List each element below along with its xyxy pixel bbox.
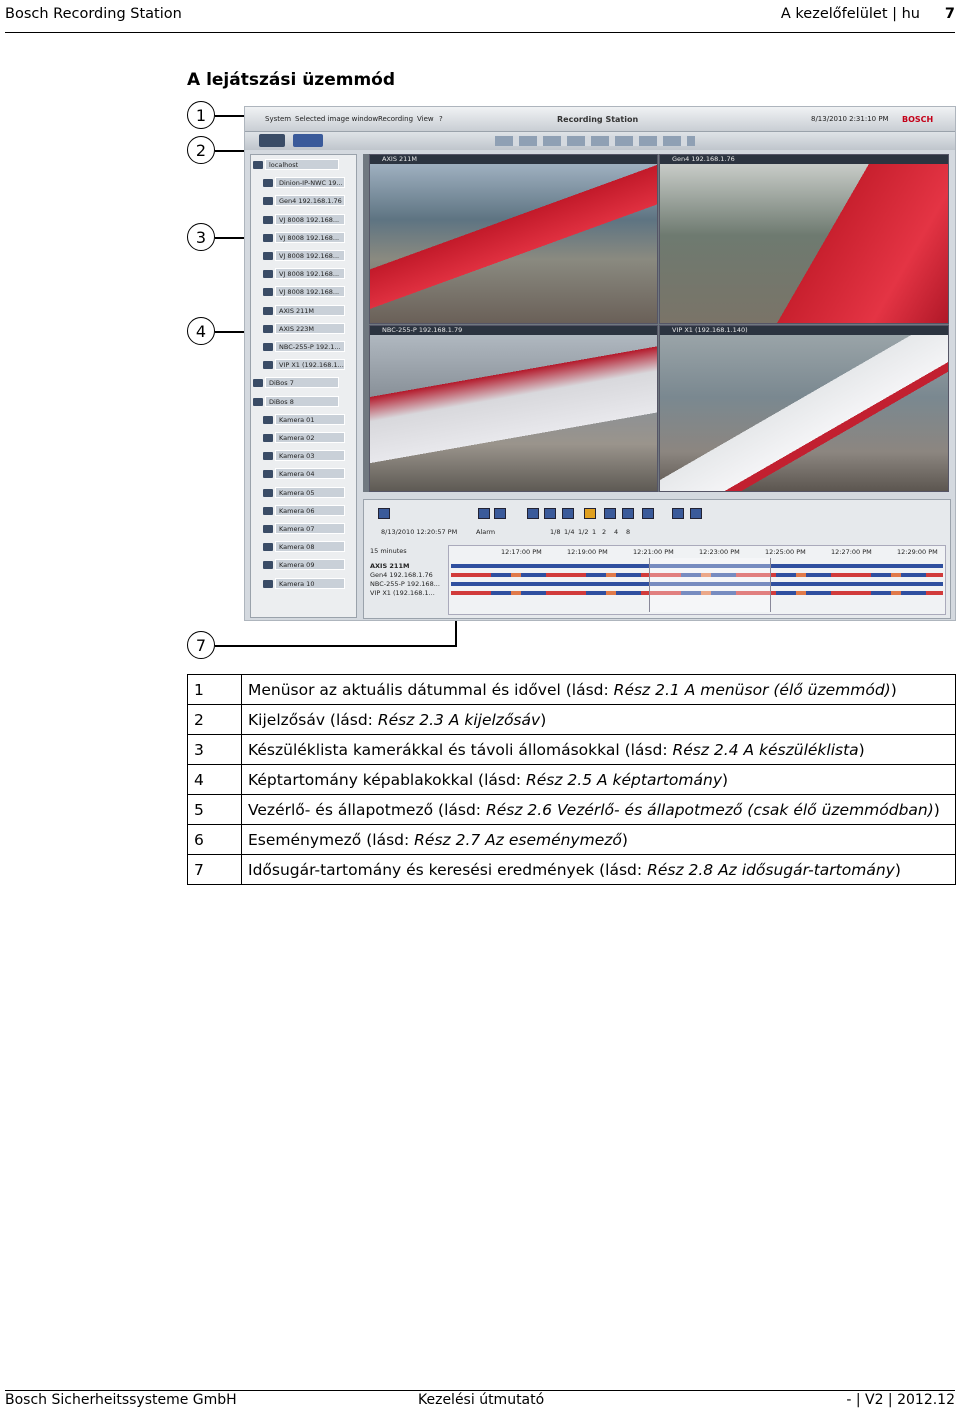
timeline-tick: 12:23:00 PM <box>699 548 740 556</box>
callout-4: 4 <box>187 317 215 345</box>
track-label-2: Gen4 192.168.1.76 <box>370 571 433 579</box>
device-list-item[interactable]: Kamera 06 <box>275 505 345 516</box>
camera-icon <box>263 452 273 460</box>
prev-icon[interactable] <box>478 508 490 519</box>
camera-icon <box>263 288 273 296</box>
station-icon <box>253 398 263 406</box>
legend-text-end: ) <box>894 860 901 879</box>
layout-buttons[interactable] <box>495 136 695 146</box>
camera-icon <box>263 416 273 424</box>
device-list-item[interactable]: Kamera 08 <box>275 541 345 552</box>
image-pane-4[interactable] <box>659 325 949 492</box>
legend-text-end: ) <box>933 800 940 819</box>
device-list-item[interactable]: AXIS 211M <box>275 305 345 316</box>
zoom-select[interactable]: 15 minutes <box>370 547 407 555</box>
pane-title: VIP X1 (192.168.1.140) <box>660 326 948 335</box>
camera-icon <box>263 543 273 551</box>
page-number: 7 <box>944 6 955 22</box>
camera-icon <box>263 361 273 369</box>
device-list-item[interactable]: DiBos 8 <box>265 396 339 407</box>
playback-mode-icon[interactable] <box>293 134 323 147</box>
legend-reference-link[interactable]: Rész 2.3 A kijelzősáv <box>377 710 541 729</box>
speed-1-8[interactable]: 1/8 <box>550 528 561 536</box>
menu-view[interactable]: View <box>417 115 434 123</box>
camera-icon <box>263 197 273 205</box>
legend-text-end: ) <box>621 830 628 849</box>
menu-recording[interactable]: Recording <box>378 115 414 123</box>
timeline-tick: 12:21:00 PM <box>633 548 674 556</box>
callout-1: 1 <box>187 101 215 129</box>
speed-8[interactable]: 8 <box>626 528 631 536</box>
step-forward-icon[interactable] <box>604 508 616 519</box>
legend-text: Idősugár-tartomány és keresési eredmények (lásd: <box>248 860 648 879</box>
camera-image <box>660 164 948 323</box>
menu-selected-image-window[interactable]: Selected image window <box>295 115 379 123</box>
pane-title: AXIS 211M <box>370 155 657 164</box>
legend-row <box>188 675 956 705</box>
skip-back-icon[interactable] <box>378 508 390 519</box>
legend-text: Vezérlő- és állapotmező (lásd: <box>248 800 486 819</box>
station-icon <box>253 379 263 387</box>
search-icon[interactable] <box>672 508 684 519</box>
legend-number: 5 <box>188 795 242 825</box>
legend-number: 2 <box>188 705 242 735</box>
device-list-item[interactable]: Kamera 03 <box>275 450 345 461</box>
callout-7: 7 <box>187 631 215 659</box>
live-mode-icon[interactable] <box>259 134 285 147</box>
legend-text-end: ) <box>890 680 897 699</box>
legend-reference-link[interactable]: Rész 2.4 A készüléklista <box>672 740 859 759</box>
device-list-item[interactable]: VIP X1 (192.168.1... <box>275 359 345 370</box>
timeline-selection[interactable] <box>649 558 771 612</box>
device-list-item[interactable]: Dinion-IP-NWC 19... <box>275 177 345 188</box>
legend-reference-link[interactable]: Rész 2.5 A képtartomány <box>525 770 722 789</box>
menu-bar <box>245 107 955 132</box>
timeline[interactable] <box>448 545 946 615</box>
playback-controls <box>363 499 951 619</box>
device-list <box>250 154 357 618</box>
track-label-1: AXIS 211M <box>370 562 410 570</box>
timeline-tick: 12:27:00 PM <box>831 548 872 556</box>
camera-image <box>660 335 948 491</box>
device-list-item[interactable]: VJ 8008 192.168... <box>275 232 345 243</box>
timeline-tick: 12:29:00 PM <box>897 548 938 556</box>
legend-table <box>187 674 956 885</box>
legend-text-end: ) <box>540 710 547 729</box>
device-list-item[interactable]: Kamera 05 <box>275 487 345 498</box>
track-label-4: VIP X1 (192.168.1... <box>370 589 435 597</box>
camera-icon <box>263 489 273 497</box>
header-section: A kezelőfelület | hu <box>780 6 920 22</box>
camera-icon <box>263 270 273 278</box>
device-list-item[interactable]: VJ 8008 192.168... <box>275 268 345 279</box>
station-icon <box>253 161 263 169</box>
play-icon[interactable] <box>622 508 634 519</box>
rewind-icon[interactable] <box>544 508 556 519</box>
legend-text: Menüsor az aktuális dátummal és idővel (lásd: <box>248 680 614 699</box>
last-frame-icon[interactable] <box>642 508 654 519</box>
header-title: Bosch Recording Station <box>5 6 182 22</box>
legend-text: Eseménymező (lásd: <box>248 830 415 849</box>
legend-number: 6 <box>188 825 242 855</box>
speed-1-4[interactable]: 1/4 <box>564 528 575 536</box>
legend-number: 3 <box>188 735 242 765</box>
legend-row <box>188 795 956 825</box>
track-label-3: NBC-255-P 192.168... <box>370 580 440 588</box>
section-title: A lejátszási üzemmód <box>187 70 396 90</box>
legend-description <box>242 795 956 825</box>
timeline-tick: 12:19:00 PM <box>567 548 608 556</box>
legend-text: Készüléklista kamerákkal és távoli állomásokkal (lásd: <box>248 740 673 759</box>
camera-image <box>370 335 657 491</box>
device-list-item[interactable]: Kamera 02 <box>275 432 345 443</box>
device-list-item[interactable]: NBC-255-P 192.1... <box>275 341 345 352</box>
header-rule <box>5 32 955 33</box>
legend-reference-link[interactable]: Rész 2.6 Vezérlő- és állapotmező (csak élő üzemmódban) <box>485 800 934 819</box>
legend-reference-link[interactable]: Rész 2.8 Az idősugár-tartomány <box>647 860 895 879</box>
footer-company: Bosch Sicherheitssysteme GmbH <box>5 1392 237 1408</box>
legend-row <box>188 765 956 795</box>
callout-2: 2 <box>187 136 215 164</box>
image-area <box>363 154 949 492</box>
device-list-item[interactable]: AXIS 223M <box>275 323 345 334</box>
image-pane-3[interactable] <box>369 325 658 492</box>
legend-reference-link[interactable]: Rész 2.7 Az eseménymező <box>414 830 622 849</box>
device-list-item[interactable]: VJ 8008 192.168... <box>275 250 345 261</box>
callout-3: 3 <box>187 223 215 251</box>
device-list-item[interactable]: Kamera 04 <box>275 468 345 479</box>
export-icon[interactable] <box>690 508 702 519</box>
camera-icon <box>263 234 273 242</box>
device-list-item[interactable]: Kamera 10 <box>275 578 345 589</box>
legend-description <box>242 675 956 705</box>
image-pane-1[interactable] <box>369 154 658 324</box>
legend-text: Képtartomány képablakokkal (lásd: <box>248 770 526 789</box>
legend-row <box>188 825 956 855</box>
first-frame-icon[interactable] <box>527 508 539 519</box>
camera-icon <box>263 216 273 224</box>
display-bar <box>245 132 955 150</box>
legend-description <box>242 825 956 855</box>
timeline-tick: 12:17:00 PM <box>501 548 542 556</box>
pane-title: NBC-255-P 192.168.1.79 <box>370 326 657 335</box>
camera-icon <box>263 525 273 533</box>
device-list-item[interactable]: Kamera 07 <box>275 523 345 534</box>
camera-image <box>370 164 657 323</box>
speed-1[interactable]: 1 <box>592 528 597 536</box>
step-back-icon[interactable] <box>562 508 574 519</box>
camera-icon <box>263 307 273 315</box>
footer-rule <box>5 1390 955 1391</box>
camera-icon <box>263 343 273 351</box>
legend-reference-link[interactable]: Rész 2.1 A menüsor (élő üzemmód) <box>613 680 891 699</box>
legend-description <box>242 855 956 885</box>
camera-icon <box>263 470 273 478</box>
app-title: Recording Station <box>557 115 639 124</box>
menu-system[interactable]: System <box>265 115 292 123</box>
legend-text: Kijelzősáv (lásd: <box>248 710 378 729</box>
footer-version: - | V2 | 2012.12 <box>846 1392 955 1408</box>
camera-icon <box>263 434 273 442</box>
device-list-item[interactable]: Kamera 09 <box>275 559 345 570</box>
device-list-item[interactable]: localhost <box>265 159 339 170</box>
callout-7-line <box>215 645 457 647</box>
pause-icon[interactable] <box>584 508 596 519</box>
camera-icon <box>263 561 273 569</box>
device-list-item[interactable]: Kamera 01 <box>275 414 345 425</box>
device-list-item[interactable]: Gen4 192.168.1.76 <box>275 195 345 206</box>
footer-document: Kezelési útmutató <box>418 1392 545 1408</box>
bosch-logo: BOSCH <box>902 115 934 124</box>
camera-icon <box>263 507 273 515</box>
camera-icon <box>263 252 273 260</box>
filter-select[interactable]: Alarm <box>476 528 496 536</box>
legend-text-end: ) <box>722 770 729 789</box>
speed-2[interactable]: 2 <box>602 528 607 536</box>
legend-row <box>188 735 956 765</box>
camera-icon <box>263 325 273 333</box>
recording-station-screenshot <box>244 106 956 621</box>
camera-icon <box>263 580 273 588</box>
legend-number: 7 <box>188 855 242 885</box>
legend-description <box>242 705 956 735</box>
legend-description <box>242 765 956 795</box>
legend-text-end: ) <box>858 740 865 759</box>
legend-number: 4 <box>188 765 242 795</box>
timeline-tick: 12:25:00 PM <box>765 548 806 556</box>
camera-icon <box>263 179 273 187</box>
legend-row <box>188 855 956 885</box>
app-datetime: 8/13/2010 2:31:10 PM <box>811 115 889 123</box>
playback-datetime[interactable]: 8/13/2010 12:20:57 PM <box>381 528 458 536</box>
legend-number: 1 <box>188 675 242 705</box>
device-list-item[interactable]: VJ 8008 192.168... <box>275 286 345 297</box>
device-list-item[interactable]: VJ 8008 192.168... <box>275 214 345 225</box>
pane-title: Gen4 192.168.1.76 <box>660 155 948 164</box>
menu-help[interactable]: ? <box>439 115 443 123</box>
legend-row <box>188 705 956 735</box>
speed-4[interactable]: 4 <box>614 528 619 536</box>
device-list-item[interactable]: DiBos 7 <box>265 377 339 388</box>
legend-description <box>242 735 956 765</box>
image-pane-2[interactable] <box>659 154 949 324</box>
next-icon[interactable] <box>494 508 506 519</box>
speed-1-2[interactable]: 1/2 <box>578 528 589 536</box>
